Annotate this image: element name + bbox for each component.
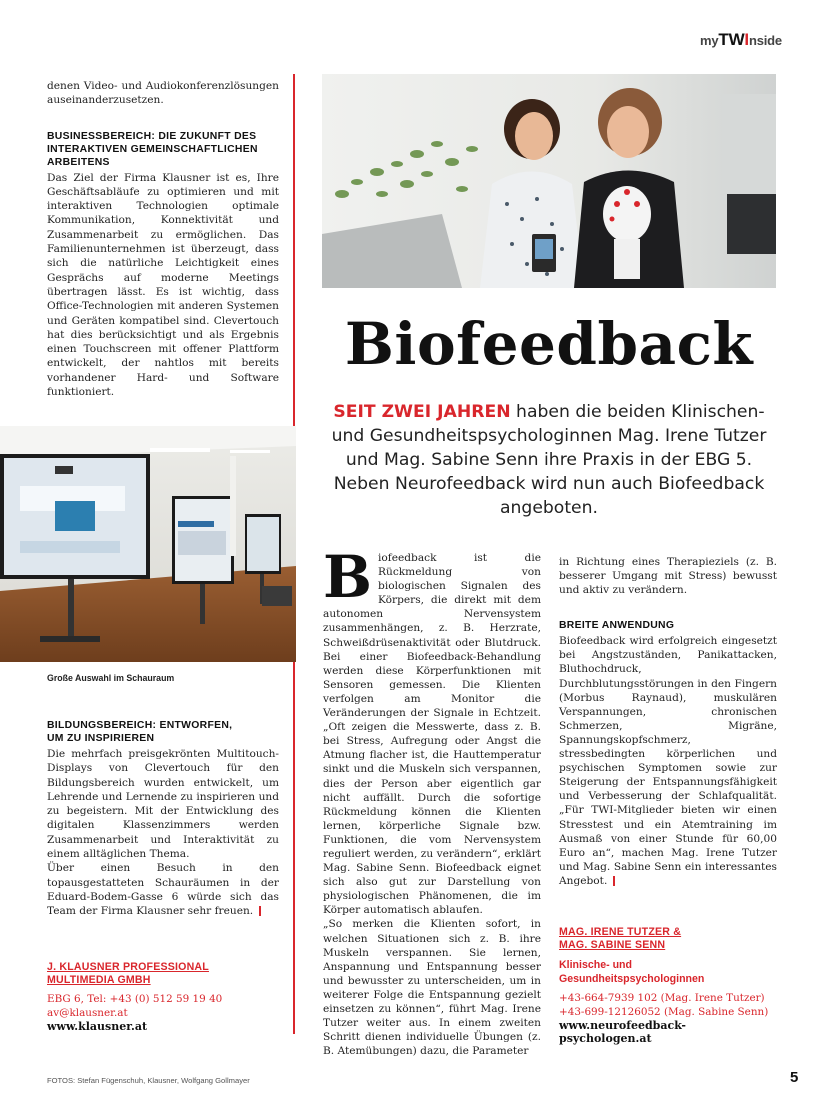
column-divider-top [293,74,295,426]
logo-my: my [700,33,719,48]
logo-inside: nside [748,33,782,48]
intro-text: denen Video- und Audiokonferenzlösungen auseinanderzusetzen. [47,80,279,107]
business-heading: BUSINESSBEREICH: DIE ZUKUNFT DES INTERAKTIVEN GEMEINSCHAFTLICHEN ARBEITENS [47,130,258,168]
phone-tutzer[interactable]: +43-664-7939 102 (Mag. Irene Tutzer) [559,992,765,1004]
photo-caption: Große Auswahl im Schauraum [47,673,175,683]
psychologists-photo [322,74,776,288]
klausner-email[interactable]: av@klausner.at [47,1006,128,1019]
klausner-contact [47,961,279,1033]
article-column-middle [323,543,541,1058]
left-column-top [47,79,279,399]
article-title: Biofeedback [344,310,754,378]
article-body-1: iofeedback ist die Rückmeldung von biologischen Signalen des Körpers, die direkt mit dem autonomen Nervensystem zusammenhängen, z. B. Herzrate, Schweißdrüsenaktivität oder Blutdruck. Bei einer Biofeedback-Behandlung werden diese Körperfunktionen mit Sensoren gemessen. Die Klienten verfolgen am Monitor die Veränderungen der Signale in Echtzeit. „Oft zeigen die Messwerte, dass z. B. bei Stress, Aufregung oder Angst die Atmung flacher ist, die Hauttemperatur sinkt und die Muskeln sich verspannen, dies der Person aber eigentlich gar nicht auffällt. Durch die sofortige Rückmeldung können die Klienten lernen, körperliche Signale bzw. Funktionen, die vom Nervensystem reguliert werden, zu verändern“, erklärt Mag. Sabine Senn. Biofeedback eignet sich also gut zur Darstellung von physiologischen Phänomenen, die im Körper automatisch ablaufen. [323,552,541,917]
page-number: 5 [790,1069,799,1086]
education-text-2-wrap [47,861,279,918]
end-mark [613,876,615,886]
article-body-2: „So merken die Klienten sofort, in welchen Situationen sich z. B. ihre Muskeln verspannen. Sie lernen, Anspannung und Entspannung besser und bewusster zu unterscheiden, um in weiterer Folge die Entspannung gezielt einsetzen zu können“, führt Mag. Irene Tutzer weiter aus. In einem zweiten Schritt dienen individuelle Übungen (z. B. Atemübungen) dazu, die Parameter [323,918,541,1058]
article-body-4-wrap [559,634,777,888]
psychologists-contact [559,926,777,1045]
column-divider-bottom [293,662,295,1034]
article-lead [322,400,776,520]
klausner-company: J. KLAUSNER PROFESSIONAL MULTIMEDIA GMBH [47,961,209,986]
psychologists-role: Klinische- und Gesundheitspsychologinnen [559,959,705,985]
article-body-3: in Richtung eines Therapieziels (z. B. besserer Umgang mit Stress) bewusst und aktiv zu verändern. [559,556,777,597]
logo-tw: TW [718,30,745,49]
phone-senn[interactable]: +43-699-12126052 (Mag. Sabine Senn) [559,1005,769,1018]
lead-highlight: SEIT ZWEI JAHREN [333,402,511,422]
klausner-address: EBG 6, Tel: +43 (0) 512 59 19 40 [47,993,223,1005]
business-text: Das Ziel der Firma Klausner ist es, Ihre Geschäftsabläufe zu optimieren und mit interaktiven Technologien optimale Kommunikation, Konnektivität und Zusammenarbeit zu ermöglichen. Das Familienunternehmen ist überzeugt, dass sich die natürliche Leichtigkeit eines Gesprächs auf moderne Meetings übertragen lässt. Es ist wichtig, dass Office-Technologien mit anderen Systemen und Geräten kompatibel sind. Clevertouch hat dies berücksichtigt und als Ergebnis einen Touchscreen mit offener Plattform entwickelt, der nahtlos mit bereits vorhandener Hard- und Software funktioniert. [47,171,279,399]
education-text-2: Über einen Besuch in den topausgestatteten Schauräumen in der Eduard-Bodem-Gasse 6 würde sich das Team der Firma Klausner sehr freuen. [47,862,279,918]
showroom-photo [0,426,296,662]
logo-i: I [744,30,749,49]
drop-cap: B [323,543,373,611]
mytwinside-logo [700,30,782,50]
lead-text: haben die beiden Klinischen- und Gesundheitspsychologinnen Mag. Irene Tutzer und Mag. Sabine Senn ihre Praxis in der EBG 5. Neben Neurofeedback wird nun auch Biofeedback angeboten. [331,402,767,518]
psychologists-names: MAG. IRENE TUTZER & MAG. SABINE SENN [559,926,682,951]
education-heading: BILDUNGSBEREICH: ENTWORFEN, UM ZU INSPIRIEREN [47,720,233,744]
klausner-website-link[interactable]: www.klausner.at [47,1020,148,1033]
photo-credits: FOTOS: Stefan Fügenschuh, Klausner, Wolfgang Gollmayer [47,1076,250,1085]
article-body-4: Biofeedback wird erfolgreich eingesetzt bei Angstzuständen, Panikattacken, Bluthochdruck, Durchblutungsstörungen in den Fingern (Morbus Raynaud), muskulären Verspannungen, chronischen Schmerzen, Migräne, Spannungskopfschmerz, stressbedingten körperlichen und psychischen Symptomen sowie zur Steigerung der Entspannungsfähigkeit und Verbesserung der Schlafqualität. „Für TWI-Mitglieder bieten wir einen Stresstest und ein Atemtraining im Ausmaß von einer Stunde für 60,00 Euro an“, machen Mag. Irene Tutzer und Mag. Sabine Senn ein interessantes Angebot. [559,635,777,887]
psychologists-website-link[interactable]: www.neurofeedback-psychologen.at [559,1019,686,1045]
article-column-right [559,555,777,888]
education-text-1: Die mehrfach preisgekrönten Multitouch-Displays von Clevertouch für den Bildungsbereich wurden entwickelt, um Lehrende und Lernende zu inspirieren und zu begeistern. Mit der Entwicklung des digitalen Klassenzimmers werden Zusammenarbeit und Interaktivität zu einem alltäglichen Thema. [47,748,279,861]
section-heading: BREITE ANWENDUNG [559,620,675,632]
end-mark [259,906,261,916]
left-column-bottom [47,719,279,919]
